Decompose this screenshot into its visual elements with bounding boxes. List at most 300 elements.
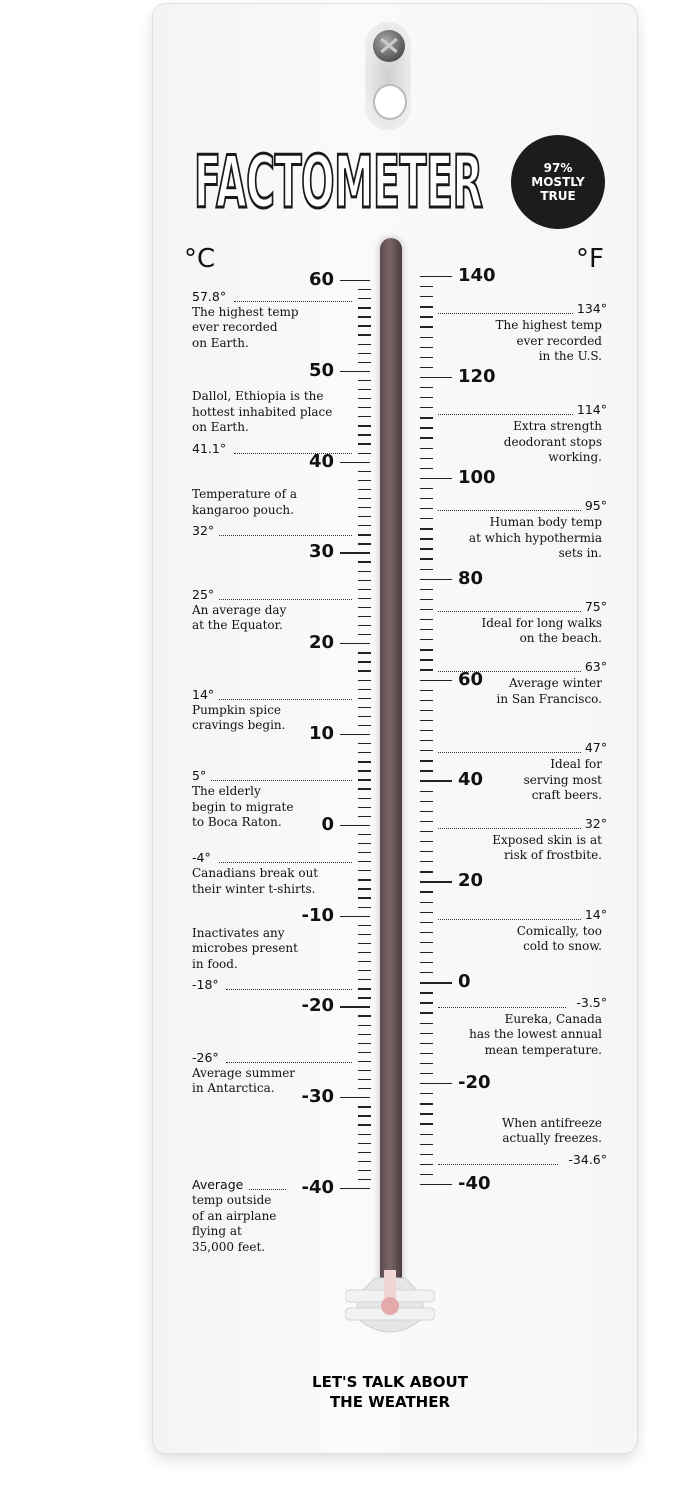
celsius-major-tick: [340, 280, 370, 281]
celsius-fact-text: Average summer: [192, 1065, 296, 1080]
fahrenheit-minor-tick: [420, 528, 433, 529]
celsius-major-label: -10: [301, 904, 334, 926]
celsius-fact-text: Dallol, Ethiopia is the: [192, 389, 324, 404]
fahrenheit-fact-value: 63°: [584, 659, 607, 675]
fahrenheit-minor-tick: [420, 347, 433, 348]
fahrenheit-major-label: -40: [458, 1173, 491, 1194]
fahrenheit-minor-tick: [420, 599, 433, 600]
fahrenheit-minor-tick: [420, 337, 433, 338]
celsius-minor-tick: [358, 979, 371, 980]
fahrenheit-fact-text: Human body temp: [489, 515, 602, 529]
celsius-minor-tick: [358, 362, 371, 363]
hanging-hole: [373, 84, 407, 120]
fahrenheit-minor-tick: [420, 1073, 433, 1074]
leader-line: [211, 780, 352, 781]
fahrenheit-major-label: -20: [458, 1072, 491, 1094]
celsius-minor-tick: [358, 389, 371, 390]
celsius-fact-value: 57.8°: [192, 288, 227, 304]
fahrenheit-minor-tick: [420, 306, 433, 307]
fahrenheit-minor-tick: [420, 1103, 433, 1104]
celsius-minor-tick: [358, 1124, 371, 1125]
celsius-minor-tick: [358, 498, 371, 499]
celsius-minor-tick: [358, 888, 371, 889]
celsius-minor-tick: [358, 1115, 371, 1116]
celsius-major-tick: [340, 734, 370, 735]
fahrenheit-minor-tick: [420, 437, 433, 438]
celsius-minor-tick: [358, 788, 371, 789]
fahrenheit-minor-tick: [420, 357, 433, 358]
fahrenheit-minor-tick: [420, 740, 433, 741]
fahrenheit-major-tick: [420, 780, 452, 781]
fahrenheit-minor-tick: [420, 720, 433, 721]
fahrenheit-minor-tick: [420, 1154, 433, 1155]
celsius-minor-tick: [358, 1088, 371, 1089]
fahrenheit-fact-text: serving most: [523, 772, 602, 787]
celsius-major-label: 10: [308, 723, 334, 744]
celsius-fact-value: -26°: [192, 1049, 219, 1065]
celsius-minor-tick: [358, 1106, 371, 1107]
fahrenheit-minor-tick: [420, 609, 433, 610]
fahrenheit-minor-tick: [420, 942, 433, 943]
celsius-fact-text: in food.: [192, 956, 238, 971]
fahrenheit-minor-tick: [420, 1063, 433, 1064]
fahrenheit-fact-text: ever recorded: [516, 333, 602, 348]
celsius-minor-tick: [358, 289, 371, 290]
fahrenheit-minor-tick: [420, 629, 433, 630]
celsius-minor-tick: [358, 625, 371, 626]
celsius-major-tick: [340, 1006, 370, 1007]
celsius-minor-tick: [358, 353, 371, 354]
celsius-minor-tick: [358, 843, 371, 844]
fahrenheit-minor-tick: [420, 902, 433, 903]
fahrenheit-minor-tick: [420, 1002, 433, 1003]
celsius-minor-tick: [358, 1061, 371, 1062]
celsius-minor-tick: [358, 598, 371, 599]
celsius-fact-value: 41.1°: [192, 440, 227, 456]
fahrenheit-major-tick: [420, 377, 452, 378]
celsius-major-tick: [340, 916, 370, 917]
celsius-minor-tick: [358, 870, 371, 871]
fahrenheit-fact-value: 47°: [584, 740, 607, 756]
celsius-minor-tick: [358, 652, 371, 653]
fahrenheit-minor-tick: [420, 1113, 433, 1114]
fahrenheit-major-tick: [420, 1083, 452, 1084]
fahrenheit-minor-tick: [420, 1093, 433, 1094]
fahrenheit-fact-text: Extra strength: [513, 419, 602, 434]
leader-line: [438, 1007, 566, 1008]
celsius-minor-tick: [358, 907, 371, 908]
thermometer-bulb: [345, 1268, 435, 1340]
celsius-minor-tick: [358, 543, 371, 544]
celsius-fact-value: 32°: [192, 523, 215, 539]
screw-icon: [373, 30, 405, 62]
fahrenheit-fact-text: actually freezes.: [502, 1131, 602, 1146]
celsius-minor-tick: [358, 661, 371, 662]
fahrenheit-minor-tick: [420, 851, 433, 852]
fahrenheit-minor-tick: [420, 367, 433, 368]
celsius-minor-tick: [358, 1034, 371, 1035]
celsius-minor-tick: [358, 561, 371, 562]
leader-line: [438, 611, 581, 612]
celsius-fact-text: to Boca Raton.: [192, 815, 282, 830]
fahrenheit-minor-tick: [420, 619, 433, 620]
fahrenheit-minor-tick: [420, 508, 433, 509]
celsius-minor-tick: [358, 443, 371, 444]
title-logo: FACTOMETER: [194, 140, 483, 224]
leader-line: [219, 699, 353, 700]
celsius-fact-text: temp outside: [192, 1193, 272, 1207]
fahrenheit-minor-tick: [420, 468, 433, 469]
fahrenheit-major-label: 100: [458, 466, 496, 488]
fahrenheit-fact-text: mean temperature.: [484, 1042, 602, 1057]
leader-line: [249, 1189, 287, 1190]
celsius-minor-tick: [358, 316, 371, 317]
leader-line: [438, 828, 581, 829]
fahrenheit-minor-tick: [420, 871, 433, 872]
leader-line: [438, 752, 581, 753]
fahrenheit-minor-tick: [420, 841, 433, 842]
fahrenheit-minor-tick: [420, 498, 433, 499]
fahrenheit-minor-tick: [420, 801, 433, 802]
mostly-true-badge: [514, 138, 602, 226]
celsius-minor-tick: [358, 716, 371, 717]
fahrenheit-minor-tick: [420, 669, 433, 670]
celsius-fact-value: 25°: [192, 586, 215, 602]
fahrenheit-fact-text: working.: [548, 450, 602, 465]
celsius-fact-text: their winter t-shirts.: [192, 881, 316, 896]
celsius-major-label: 20: [308, 632, 334, 654]
fahrenheit-fact-text: has the lowest annual: [469, 1027, 602, 1042]
fahrenheit-major-label: 60: [458, 668, 484, 690]
fahrenheit-fact-text: Ideal for: [550, 757, 602, 772]
leader-line: [219, 599, 353, 600]
footer-slogan: [250, 1372, 530, 1412]
fahrenheit-minor-tick: [420, 488, 433, 489]
fahrenheit-fact-value: -3.5°: [576, 994, 607, 1010]
fahrenheit-minor-tick: [420, 407, 433, 408]
fahrenheit-fact-text: When antifreeze: [501, 1115, 602, 1130]
celsius-minor-tick: [358, 489, 371, 490]
fahrenheit-major-label: 120: [458, 365, 496, 387]
celsius-minor-tick: [358, 407, 371, 408]
leader-line: [438, 671, 581, 672]
fahrenheit-minor-tick: [420, 427, 433, 428]
leader-line: [438, 313, 573, 314]
fahrenheit-fact-value: 95°: [584, 498, 607, 513]
celsius-minor-tick: [358, 1143, 371, 1144]
celsius-fact-text: Inactivates any: [192, 925, 285, 940]
celsius-minor-tick: [358, 571, 371, 572]
fahrenheit-minor-tick: [420, 589, 433, 590]
fahrenheit-fact-value: 14°: [584, 906, 607, 922]
fahrenheit-major-tick: [420, 982, 452, 983]
fahrenheit-minor-tick: [420, 1144, 433, 1145]
celsius-minor-tick: [358, 580, 371, 581]
slogan-line: THE WEATHER: [329, 1393, 451, 1411]
fahrenheit-minor-tick: [420, 458, 433, 459]
celsius-minor-tick: [358, 689, 371, 690]
fahrenheit-fact-value: -34.6°: [568, 1151, 607, 1167]
fahrenheit-minor-tick: [420, 700, 433, 701]
celsius-minor-tick: [358, 680, 371, 681]
fahrenheit-major-label: 20: [458, 870, 484, 892]
celsius-major-tick: [340, 825, 370, 826]
celsius-minor-tick: [358, 534, 371, 535]
celsius-minor-tick: [358, 298, 371, 299]
celsius-minor-tick: [358, 1015, 371, 1016]
celsius-minor-tick: [358, 616, 371, 617]
fahrenheit-fact-text: cold to snow.: [523, 939, 602, 954]
celsius-fact-text: at the Equator.: [192, 618, 283, 633]
celsius-minor-tick: [358, 380, 371, 381]
celsius-minor-tick: [358, 1025, 371, 1026]
fahrenheit-minor-tick: [420, 639, 433, 640]
fahrenheit-minor-tick: [420, 548, 433, 549]
fahrenheit-minor-tick: [420, 791, 433, 792]
fahrenheit-minor-tick: [420, 558, 433, 559]
celsius-minor-tick: [358, 1161, 371, 1162]
fahrenheit-minor-tick: [420, 932, 433, 933]
fahrenheit-minor-tick: [420, 1012, 433, 1013]
celsius-minor-tick: [358, 1070, 371, 1071]
fahrenheit-minor-tick: [420, 1053, 433, 1054]
celsius-major-label: 30: [308, 541, 334, 563]
leader-line: [438, 414, 573, 415]
celsius-major-label: 60: [308, 269, 334, 290]
fahrenheit-fact-value: 75°: [584, 598, 607, 614]
fahrenheit-fact-text: sets in.: [558, 546, 602, 560]
celsius-fact-text: An average day: [192, 602, 287, 617]
celsius-minor-tick: [358, 988, 371, 989]
celsius-minor-tick: [358, 852, 371, 853]
fahrenheit-minor-tick: [420, 962, 433, 963]
celsius-major-tick: [340, 643, 370, 644]
fahrenheit-minor-tick: [420, 1174, 433, 1175]
leader-line: [226, 989, 352, 990]
fahrenheit-minor-tick: [420, 730, 433, 731]
celsius-minor-tick: [358, 607, 371, 608]
fahrenheit-minor-tick: [420, 821, 433, 822]
celsius-major-label: -30: [301, 1086, 334, 1108]
leader-line: [219, 862, 353, 863]
celsius-major-label: 0: [321, 813, 334, 835]
celsius-minor-tick: [358, 725, 371, 726]
fahrenheit-minor-tick: [420, 831, 433, 832]
fahrenheit-fact-value: 114°: [576, 402, 607, 418]
fahrenheit-unit: °F: [576, 244, 604, 274]
celsius-minor-tick: [358, 1052, 371, 1053]
fahrenheit-fact-value: 32°: [584, 815, 607, 831]
celsius-minor-tick: [358, 334, 371, 335]
celsius-minor-tick: [358, 516, 371, 517]
fahrenheit-minor-tick: [420, 316, 433, 317]
celsius-fact-text: of an airplane: [192, 1208, 277, 1223]
celsius-minor-tick: [358, 434, 371, 435]
fahrenheit-minor-tick: [420, 569, 433, 570]
fahrenheit-minor-tick: [420, 649, 433, 650]
celsius-minor-tick: [358, 480, 371, 481]
fahrenheit-major-label: 0: [458, 971, 471, 993]
fahrenheit-minor-tick: [420, 387, 433, 388]
badge-line: TRUE: [540, 189, 576, 203]
celsius-major-tick: [340, 462, 370, 463]
celsius-fact-text: kangaroo pouch.: [192, 502, 294, 517]
fahrenheit-minor-tick: [420, 972, 433, 973]
celsius-major-tick: [340, 552, 370, 553]
fahrenheit-fact-text: Ideal for long walks: [481, 615, 602, 630]
fahrenheit-minor-tick: [420, 750, 433, 751]
fahrenheit-minor-tick: [420, 659, 433, 660]
celsius-fact-text: The elderly: [192, 784, 261, 799]
celsius-fact-value: 5°: [192, 768, 207, 784]
celsius-minor-tick: [358, 961, 371, 962]
celsius-minor-tick: [358, 752, 371, 753]
fahrenheit-major-tick: [420, 579, 452, 580]
celsius-minor-tick: [358, 1170, 371, 1171]
celsius-minor-tick: [358, 1079, 371, 1080]
leader-line: [438, 1164, 558, 1165]
fahrenheit-fact-text: in the U.S.: [538, 349, 602, 364]
fahrenheit-minor-tick: [420, 326, 433, 327]
fahrenheit-minor-tick: [420, 538, 433, 539]
fahrenheit-fact-text: risk of frostbite.: [504, 848, 602, 863]
leader-line: [234, 453, 353, 454]
celsius-minor-tick: [358, 425, 371, 426]
celsius-fact-text: flying at: [192, 1224, 242, 1238]
celsius-minor-tick: [358, 997, 371, 998]
fahrenheit-minor-tick: [420, 922, 433, 923]
celsius-fact-text: cravings begin.: [192, 718, 286, 733]
fahrenheit-fact-text: Exposed skin is at: [492, 832, 602, 847]
celsius-minor-tick: [358, 453, 371, 454]
fahrenheit-minor-tick: [420, 286, 433, 287]
fahrenheit-minor-tick: [420, 417, 433, 418]
celsius-minor-tick: [358, 398, 371, 399]
celsius-fact-value: 14°: [192, 686, 215, 702]
celsius-fact-text: 35,000 feet.: [192, 1239, 266, 1254]
celsius-minor-tick: [358, 952, 371, 953]
fahrenheit-major-label: 140: [458, 265, 496, 286]
fahrenheit-minor-tick: [420, 770, 433, 771]
fahrenheit-minor-tick: [420, 861, 433, 862]
celsius-minor-tick: [358, 761, 371, 762]
fahrenheit-fact-text: craft beers.: [531, 788, 602, 803]
celsius-minor-tick: [358, 743, 371, 744]
fahrenheit-fact-text: in San Francisco.: [496, 691, 602, 706]
thermometer-tube: [380, 238, 402, 1288]
celsius-minor-tick: [358, 925, 371, 926]
celsius-minor-tick: [358, 507, 371, 508]
fahrenheit-fact-value: 134°: [576, 301, 607, 317]
celsius-fact-text: begin to migrate: [192, 799, 294, 814]
fahrenheit-minor-tick: [420, 1134, 433, 1135]
fahrenheit-fact-text: Eureka, Canada: [504, 1011, 602, 1026]
celsius-fact-text: on Earth.: [192, 335, 249, 350]
fahrenheit-minor-tick: [420, 1033, 433, 1034]
celsius-fact-value: -4°: [192, 850, 211, 866]
celsius-fact-text: Temperature of a: [192, 487, 298, 502]
celsius-minor-tick: [358, 770, 371, 771]
celsius-minor-tick: [358, 1179, 371, 1180]
celsius-minor-tick: [358, 861, 371, 862]
fahrenheit-minor-tick: [420, 1043, 433, 1044]
celsius-minor-tick: [358, 970, 371, 971]
celsius-fact-text: ever recorded: [192, 320, 278, 335]
celsius-minor-tick: [358, 779, 371, 780]
fahrenheit-minor-tick: [420, 710, 433, 711]
fahrenheit-minor-tick: [420, 912, 433, 913]
celsius-minor-tick: [358, 798, 371, 799]
badge-line: 97%: [543, 161, 573, 175]
celsius-major-label: 50: [308, 359, 334, 381]
celsius-fact-text: on Earth.: [192, 420, 249, 435]
celsius-major-tick: [340, 371, 370, 372]
slogan-line: LET'S TALK ABOUT: [312, 1373, 468, 1391]
fahrenheit-major-label: 80: [458, 567, 484, 589]
fahrenheit-minor-tick: [420, 1164, 433, 1165]
fahrenheit-fact-text: Comically, too: [516, 923, 602, 938]
celsius-minor-tick: [358, 698, 371, 699]
fahrenheit-minor-tick: [420, 952, 433, 953]
fahrenheit-fact-text: The highest temp: [495, 318, 602, 333]
celsius-minor-tick: [358, 943, 371, 944]
fahrenheit-minor-tick: [420, 448, 433, 449]
celsius-minor-tick: [358, 471, 371, 472]
celsius-minor-tick: [358, 307, 371, 308]
celsius-fact-text: hottest inhabited place: [192, 404, 333, 419]
fahrenheit-major-tick: [420, 1184, 452, 1185]
celsius-minor-tick: [358, 344, 371, 345]
fahrenheit-major-label: 40: [458, 769, 484, 791]
fahrenheit-minor-tick: [420, 811, 433, 812]
fahrenheit-minor-tick: [420, 397, 433, 398]
fahrenheit-minor-tick: [420, 518, 433, 519]
celsius-fact-text: The highest temp: [192, 304, 299, 319]
fahrenheit-major-tick: [420, 680, 452, 681]
celsius-unit: °C: [184, 244, 216, 274]
celsius-minor-tick: [358, 879, 371, 880]
fahrenheit-major-tick: [420, 276, 452, 277]
celsius-minor-tick: [358, 634, 371, 635]
celsius-major-label: 40: [308, 450, 334, 472]
fahrenheit-minor-tick: [420, 296, 433, 297]
fahrenheit-minor-tick: [420, 1023, 433, 1024]
celsius-minor-tick: [358, 816, 371, 817]
celsius-minor-tick: [358, 707, 371, 708]
celsius-minor-tick: [358, 416, 371, 417]
celsius-minor-tick: [358, 525, 371, 526]
celsius-major-label: -20: [301, 995, 334, 1017]
celsius-major-tick: [340, 1188, 370, 1189]
celsius-minor-tick: [358, 1134, 371, 1135]
celsius-minor-tick: [358, 325, 371, 326]
celsius-minor-tick: [358, 934, 371, 935]
leader-line: [438, 919, 581, 920]
fahrenheit-minor-tick: [420, 760, 433, 761]
fahrenheit-minor-tick: [420, 1123, 433, 1124]
fahrenheit-fact-text: on the beach.: [519, 631, 602, 646]
celsius-minor-tick: [358, 670, 371, 671]
badge-line: MOSTLY: [531, 175, 585, 189]
celsius-fact-value: -18°: [192, 977, 219, 993]
fahrenheit-minor-tick: [420, 992, 433, 993]
fahrenheit-major-tick: [420, 478, 452, 479]
celsius-minor-tick: [358, 589, 371, 590]
fahrenheit-major-tick: [420, 881, 452, 882]
celsius-major-label: -40: [301, 1177, 334, 1198]
celsius-major-tick: [340, 1097, 370, 1098]
leader-line: [226, 1062, 352, 1063]
